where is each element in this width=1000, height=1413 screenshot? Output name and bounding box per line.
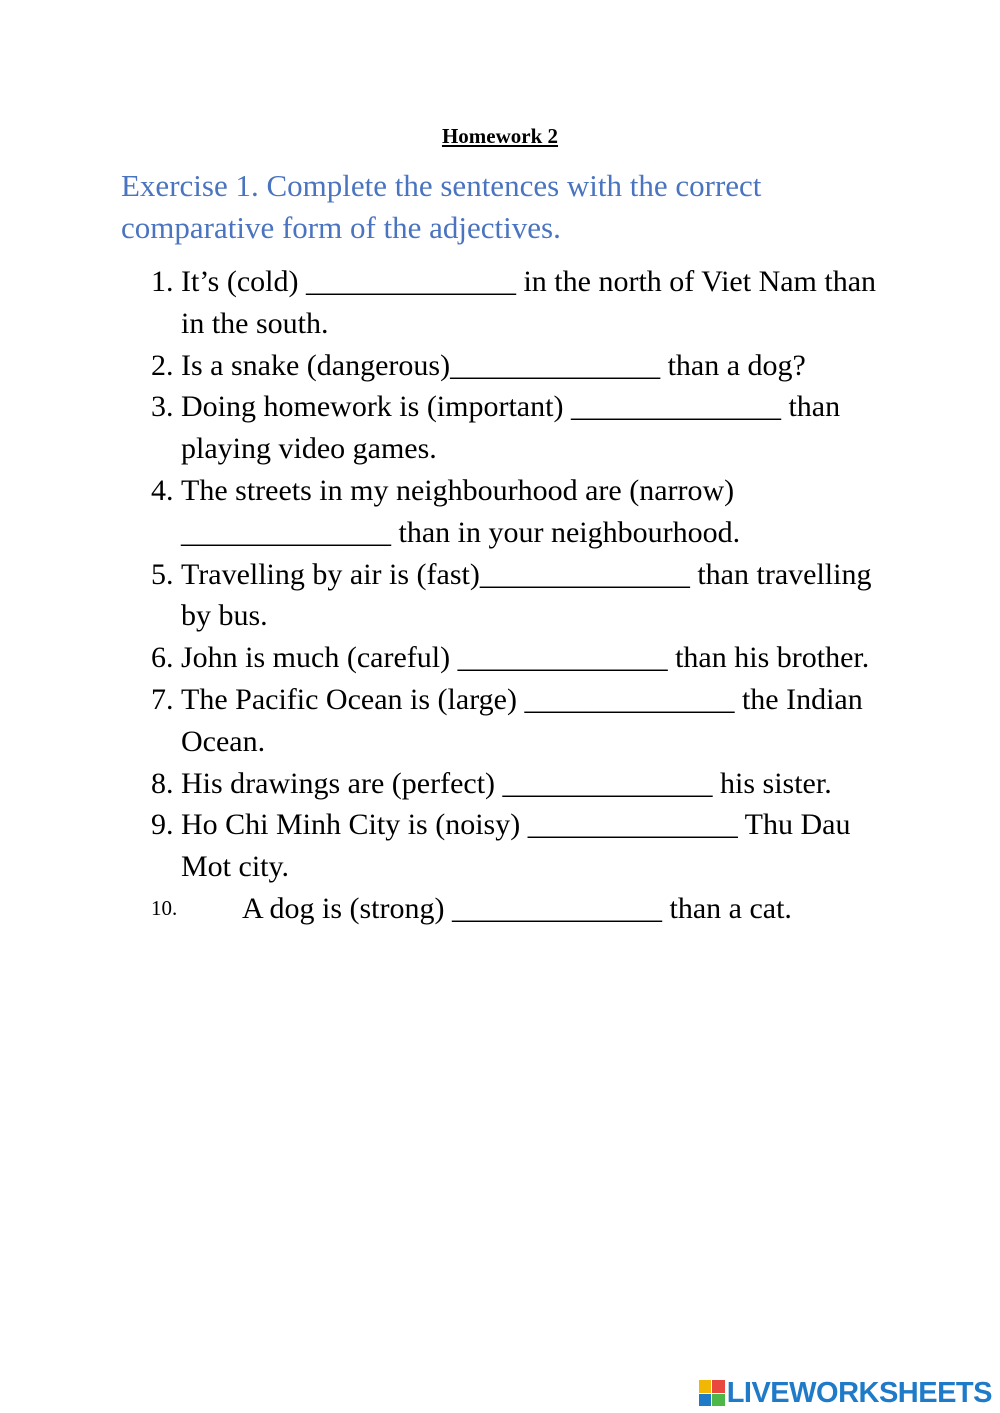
question-number: 5. [151, 557, 174, 591]
question-item [0, 470, 881, 554]
question-text: Doing homework is (important) ______________ than playing video games. [181, 390, 841, 466]
question-number: 10. [151, 895, 178, 920]
question-text: Is a snake (dangerous)______________ than a dog? [181, 348, 806, 382]
liveworksheets-logo-icon [699, 1380, 725, 1406]
question-text: Travelling by air is (fast)______________ than travelling by bus. [181, 557, 872, 633]
question-number: 6. [151, 641, 174, 675]
question-number: 2. [151, 348, 174, 382]
question-number: 3. [151, 390, 174, 424]
logo-tile [712, 1380, 725, 1393]
question-item [0, 679, 881, 763]
question-item [0, 637, 881, 679]
question-text: Ho Chi Minh City is (noisy) ______________ Thu Dau Mot city. [181, 808, 851, 884]
liveworksheets-watermark [699, 1377, 992, 1409]
question-text: His drawings are (perfect) ______________ his sister. [181, 766, 832, 800]
question-number: 8. [151, 766, 174, 800]
exercise-heading: Exercise 1. Complete the sentences with the correct comparative form of the adjectives. [121, 168, 762, 245]
question-item [0, 804, 881, 888]
question-number: 9. [151, 808, 174, 842]
question-number: 4. [151, 473, 174, 507]
question-item [0, 763, 881, 805]
question-text: A dog is (strong) ______________ than a cat. [242, 891, 792, 925]
question-item [0, 554, 881, 638]
logo-tile [712, 1394, 725, 1407]
question-list [0, 261, 1000, 930]
question-number: 1. [151, 265, 174, 298]
question-item [0, 261, 881, 345]
logo-tile [699, 1394, 712, 1407]
question-text: The Pacific Ocean is (large) ______________ the Indian Ocean. [181, 682, 863, 758]
question-item [0, 386, 881, 470]
question-text: John is much (careful) ______________ than his brother. [181, 641, 870, 675]
question-item [0, 345, 881, 387]
logo-tile [699, 1380, 712, 1393]
question-text: The streets in my neighbourhood are (narrow) ______________ than in your neighbourhood. [181, 473, 741, 549]
liveworksheets-brand: LIVEWORKSHEETS [726, 1376, 992, 1409]
question-item [0, 888, 942, 930]
question-number: 7. [151, 682, 174, 716]
page-title: Homework 2 [441, 124, 559, 148]
question-text: It’s (cold) ______________ in the north of Viet Nam than in the south. [181, 265, 877, 340]
